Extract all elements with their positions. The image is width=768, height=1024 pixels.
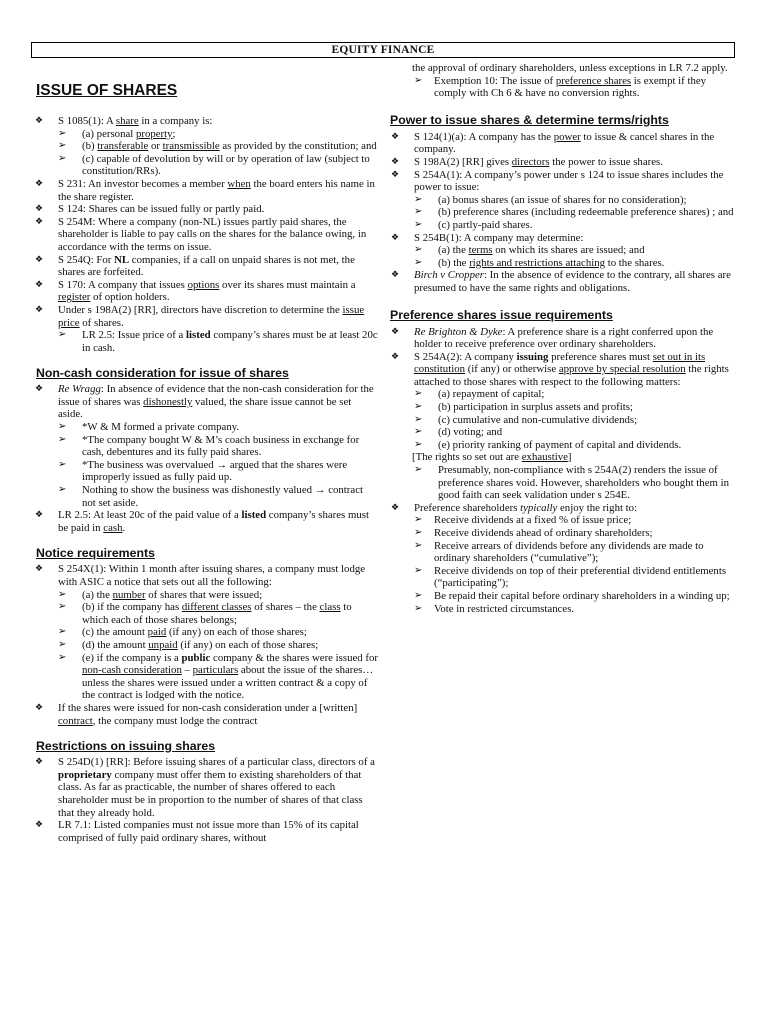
bullet: ❖ Re Wragg: In absence of evidence that the non-cash consideration for the issue of shares was dishonestly valued, the share issue cannot be set aside. — [34, 383, 378, 421]
sub-bullet: ➢ (b) transferable or transmissible as provided by the constitution; and — [34, 140, 378, 153]
sub-bullet: ➢ (c) partly-paid shares. — [390, 219, 736, 232]
bullet: ❖ S 198A(2) [RR] gives directors the power to issue shares. — [390, 156, 736, 169]
bullet: ❖ Preference shareholders typically enjoy the right to: — [390, 502, 736, 515]
sub-bullet: ➢ (d) voting; and — [390, 426, 736, 439]
bullet: ❖ S 254Q: For NL companies, if a call on unpaid shares is not met, the shares are forfeited. — [34, 254, 378, 279]
sub-bullet: ➢ (a) repayment of capital; — [390, 388, 736, 401]
bullet: ❖ S 254A(1): A company’s power under s 124 to issue shares includes the power to issue: — [390, 169, 736, 194]
sub-bullet: ➢ (e) priority ranking of payment of capital and dividends. — [390, 439, 736, 452]
bullet: ❖ S 254B(1): A company may determine: — [390, 232, 736, 245]
note-text: [The rights so set out are exhaustive] — [412, 451, 572, 464]
bullet: ❖ Re Brighton & Dyke: A preference share is a right conferred upon the holder to receive preference over ordinary shareholders. — [390, 326, 736, 351]
sub-bullet: ➢ *The company bought W & M’s coach business in exchange for cash, debentures and its fully paid shares. — [34, 434, 378, 459]
sub-bullet: ➢ Receive arrears of dividends before any dividends are made to ordinary shareholders (“cumulative”); — [390, 540, 736, 565]
sub-bullet: ➢ Exemption 10: The issue of preference shares is exempt if they comply with Ch 6 & have no conversion rights. — [390, 75, 736, 100]
sub-bullet: ➢ Be repaid their capital before ordinary shareholders in a winding up; — [390, 590, 736, 603]
bullet: ❖ LR 2.5: At least 20c of the paid value of a listed company’s shares must be paid in cash. — [34, 509, 378, 534]
sub-bullet: ➢ (a) the terms on which its shares are issued; and — [390, 244, 736, 257]
sub-bullet: ➢ Receive dividends on top of their preferential dividend entitlements (“participating”); — [390, 565, 736, 590]
section-heading-notice: Notice requirements — [36, 546, 155, 561]
page-title: ISSUE OF SHARES — [36, 82, 178, 99]
sub-bullet: ➢ (c) cumulative and non-cumulative dividends; — [390, 414, 736, 427]
right-column — [390, 62, 736, 615]
sub-bullet: ➢ Receive dividends ahead of ordinary shareholders; — [390, 527, 736, 540]
sub-bullet: ➢ *W & M formed a private company. — [34, 421, 378, 434]
bullet: ❖ S 124: Shares can be issued fully or partly paid. — [34, 203, 378, 216]
bullet: ❖ S 254A(2): A company issuing preference shares must set out in its constitution (if any) or otherwise approve by special resolution the rights attached to those shares with respect to the following matters: — [390, 351, 736, 389]
sub-bullet: ➢ (c) the amount paid (if any) on each of those shares; — [34, 626, 378, 639]
section-heading-preference: Preference shares issue requirements — [390, 307, 613, 322]
document-header: EQUITY FINANCE — [31, 42, 735, 58]
sub-bullet: ➢ (a) the number of shares that were issued; — [34, 589, 378, 602]
sub-bullet: ➢ (b) if the company has different classes of shares – the class to which each of those shares belongs; — [34, 601, 378, 626]
bullet: ❖ S 254X(1): Within 1 month after issuing shares, a company must lodge with ASIC a notice that sets out all the following: — [34, 563, 378, 588]
bullet: ❖ S 254M: Where a company (non-NL) issues partly paid shares, the shareholder is liable to pay calls on the shares for the balance owing, in accordance with the terms on issue. — [34, 216, 378, 254]
sub-bullet: ➢ (b) the rights and restrictions attaching to the shares. — [390, 257, 736, 270]
bullet: ❖ S 124(1)(a): A company has the power to issue & cancel shares in the company. — [390, 131, 736, 156]
sub-bullet: ➢ Receive dividends at a fixed % of issue price; — [390, 514, 736, 527]
bullet: ❖ LR 7.1: Listed companies must not issue more than 15% of its capital comprised of fully paid ordinary shares, without — [34, 819, 378, 844]
bullet: ❖ S 254D(1) [RR]: Before issuing shares of a particular class, directors of a proprietary company must offer them to existing shareholders of that class. As far as practicable, the number of shares offered to each shareholder must be in proportion to the number of shares of that class that they already hold. — [34, 756, 378, 819]
bullet: ❖ Under s 198A(2) [RR], directors have discretion to determine the issue price of shares. — [34, 304, 378, 329]
section-heading-noncash: Non-cash consideration for issue of shares — [36, 366, 289, 381]
sub-bullet: ➢ Presumably, non-compliance with s 254A(2) renders the issue of preference shares void. However, shareholders who bought them in good faith can seek validation under s 254E. — [390, 464, 736, 502]
continued-text: the approval of ordinary shareholders, unless exceptions in LR 7.2 apply. — [412, 62, 728, 74]
bullet: ❖ If the shares were issued for non-cash consideration under a [written] contract, the company must lodge the contract — [34, 702, 378, 727]
bullet-share-definition: ❖ S 1085(1): A share in a company is: — [34, 115, 378, 128]
sub-bullet: ➢ (c) capable of devolution by will or by operation of law (subject to constitution/RRs). — [34, 153, 378, 178]
section-heading-restrictions: Restrictions on issuing shares — [36, 739, 216, 754]
sub-bullet: ➢ (b) participation in surplus assets and profits; — [390, 401, 736, 414]
bullet: ❖ Birch v Cropper: In the absence of evidence to the contrary, all shares are presumed to have the same rights and obligations. — [390, 269, 736, 294]
sub-bullet: ➢ (d) the amount unpaid (if any) on each of those shares; — [34, 639, 378, 652]
bullet: ❖ S 231: An investor becomes a member when the board enters his name in the share register. — [34, 178, 378, 203]
sub-bullet: ➢ (e) if the company is a public company & the shares were issued for non-cash consideration – particulars about the issue of the shares… unless the shares were issued under a written contract & a copy of the contract is lodged with the notice. — [34, 652, 378, 702]
sub-bullet: ➢ LR 2.5: Issue price of a listed company’s shares must be at least 20c in cash. — [34, 329, 378, 354]
sub-bullet: ➢ (a) personal property; — [34, 128, 378, 141]
sub-bullet: ➢ (b) preference shares (including redeemable preference shares) ; and — [390, 206, 736, 219]
sub-bullet: ➢ Nothing to show the business was dishonestly valued → contract not set aside. — [34, 484, 378, 509]
bullet: ❖ S 170: A company that issues options over its shares must maintain a register of option holders. — [34, 279, 378, 304]
sub-bullet: ➢ (a) bonus shares (an issue of shares for no consideration); — [390, 194, 736, 207]
section-heading-power: Power to issue shares & determine terms/rights — [390, 112, 669, 127]
sub-bullet: ➢ Vote in restricted circumstances. — [390, 603, 736, 616]
sub-bullet: ➢ *The business was overvalued → argued that the shares were improperly issued as fully paid up. — [34, 459, 378, 484]
left-column — [34, 62, 378, 844]
